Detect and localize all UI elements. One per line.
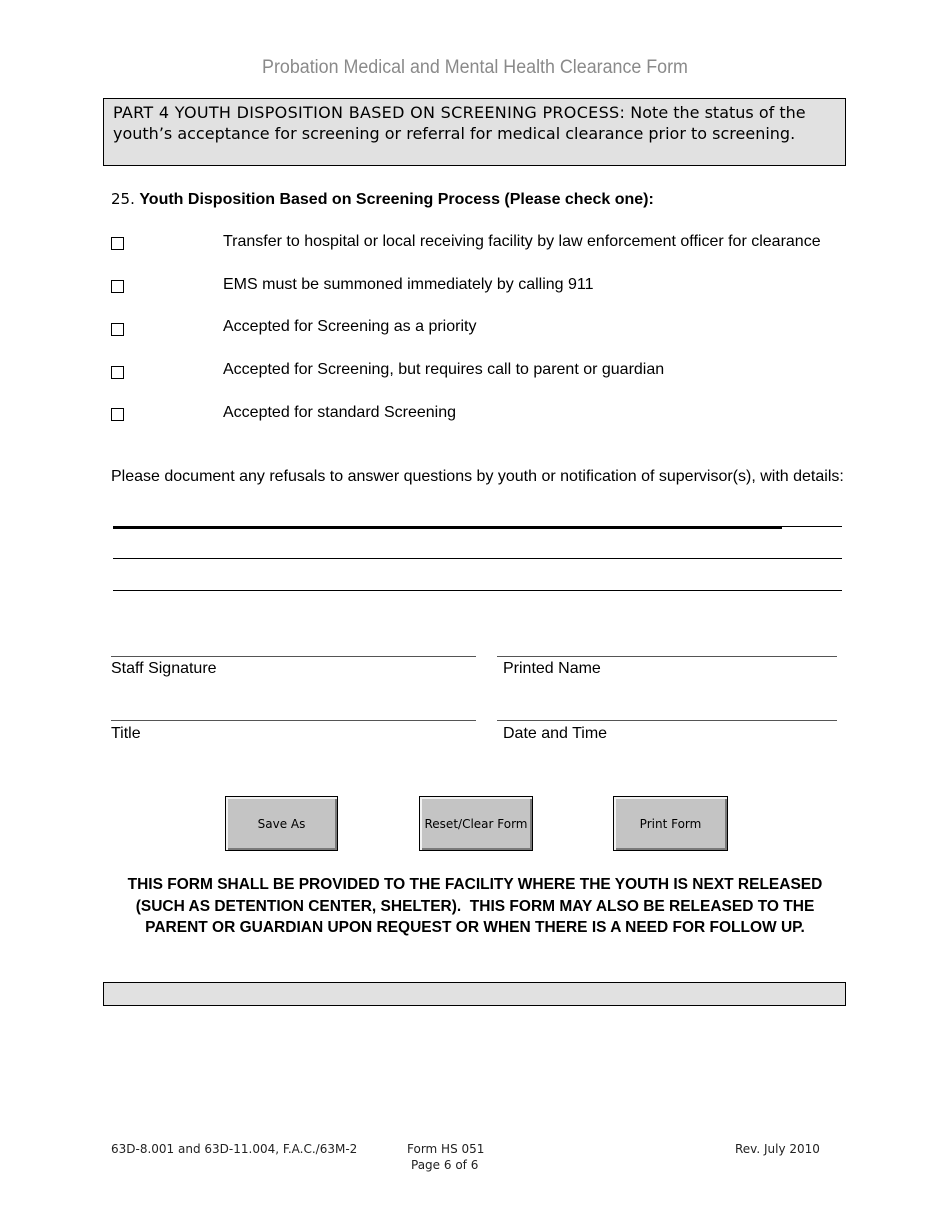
details-line-2[interactable] [113,558,842,559]
checkbox-parent-call-screening[interactable] [111,366,124,379]
footer-rule-reference: 63D-8.001 and 63D-11.004, F.A.C./63M-2 [111,1142,358,1156]
save-as-button[interactable]: Save As [225,796,338,851]
part4-note: Note the status of the youth’s acceptance for screening or referral for medical clearance prior to screening. [113,103,806,143]
printed-name-field[interactable] [497,656,837,657]
release-notice-line-1: THIS FORM SHALL BE PROVIDED TO THE FACILITY WHERE THE YOUTH IS NEXT RELEASED [127,876,823,893]
refusal-instructions: Please document any refusals to answer questions by youth or notification of supervisor(s), with details: [111,468,844,485]
option-parent-call-screening-label: Accepted for Screening, but requires call to parent or guardian [223,361,665,378]
reset-clear-form-button[interactable]: Reset/Clear Form [419,796,533,851]
part4-header-box [103,98,846,166]
release-notice [0,874,950,939]
footer-page-number: Page 6 of 6 [411,1158,479,1172]
option-standard-screening-label: Accepted for standard Screening [223,404,457,421]
grey-bar [103,982,846,1006]
checkbox-transfer-hospital[interactable] [111,237,124,250]
question-text: Youth Disposition Based on Screening Process (Please check one): [139,191,654,208]
date-time-field[interactable] [497,720,837,721]
title-label: Title [111,725,141,742]
option-ems-911-label: EMS must be summoned immediately by calling 911 [223,276,594,293]
part4-heading: PART 4 YOUTH DISPOSITION BASED ON SCREENING PROCESS: [113,103,626,122]
title-field[interactable] [111,720,476,721]
print-form-button[interactable]: Print Form [613,796,728,851]
release-notice-line-2: (SUCH AS DETENTION CENTER, SHELTER). THIS FORM MAY ALSO BE RELEASED TO THE [135,897,815,915]
form-title: Probation Medical and Mental Health Clearance Form [262,57,688,78]
checkbox-standard-screening[interactable] [111,408,124,421]
option-priority-screening-label: Accepted for Screening as a priority [223,318,477,335]
question-25 [111,190,654,209]
details-line-3[interactable] [113,590,842,591]
release-notice-line-3: PARENT OR GUARDIAN UPON REQUEST OR WHEN THERE IS A NEED FOR FOLLOW UP. [145,919,805,936]
date-time-label: Date and Time [503,725,608,742]
option-transfer-hospital-label: Transfer to hospital or local receiving facility by law enforcement officer for clearance [223,233,821,250]
details-line-1-tail [782,526,842,527]
checkbox-priority-screening[interactable] [111,323,124,336]
checkbox-ems-911[interactable] [111,280,124,293]
footer-revision: Rev. July 2010 [735,1142,820,1156]
printed-name-label: Printed Name [503,660,601,677]
footer-form-number: Form HS 051 [407,1142,485,1156]
question-number: 25. [111,190,135,208]
staff-signature-field[interactable] [111,656,476,657]
staff-signature-label: Staff Signature [111,660,217,677]
details-line-1[interactable] [113,526,782,529]
